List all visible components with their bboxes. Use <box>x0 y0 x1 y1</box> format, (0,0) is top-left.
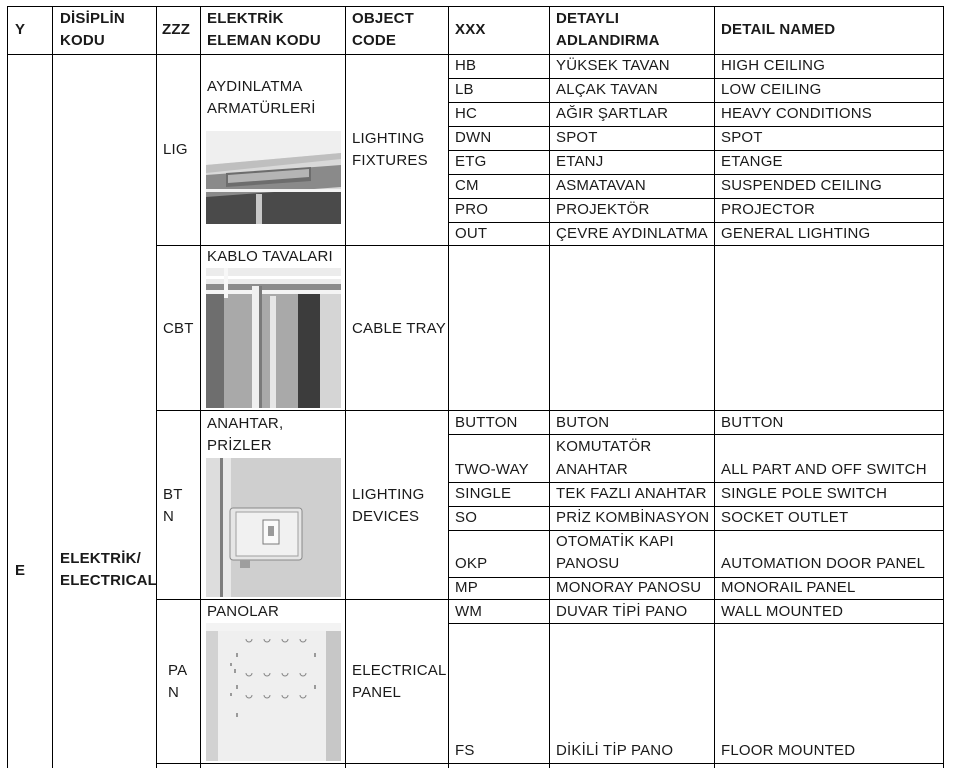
grid-line <box>156 410 944 411</box>
switch-socket-image <box>206 458 341 597</box>
detail-tr: DUVAR TİPİ PANO <box>556 603 688 620</box>
grid-line <box>943 6 944 768</box>
detail-en: PROJECTOR <box>721 201 816 218</box>
grid-line <box>52 6 53 768</box>
lighting-fixture-image <box>206 131 341 224</box>
grid-line <box>200 6 201 768</box>
header-detayli-line1: DETAYLI <box>556 10 620 27</box>
zzz-code: CBT <box>163 320 194 337</box>
xxx-code: SO <box>455 509 478 526</box>
object-code: LIGHTING <box>352 130 425 147</box>
grid-line <box>448 150 944 151</box>
zzz-code: PA <box>168 662 188 679</box>
zzz-code: N <box>168 684 180 701</box>
grid-line <box>7 6 8 768</box>
object-code: LIGHTING <box>352 486 425 503</box>
header-xxx: XXX <box>455 21 486 38</box>
object-code: CABLE TRAY <box>352 320 446 337</box>
element-name: ARMATÜRLERİ <box>207 100 316 117</box>
header-disiplin-line2: KODU <box>60 32 105 49</box>
detail-tr: DİKİLİ TİP PANO <box>556 742 674 759</box>
detail-tr: ÇEVRE AYDINLATMA <box>556 225 708 242</box>
detail-en: ETANGE <box>721 153 783 170</box>
grid-line <box>448 434 944 435</box>
grid-line <box>345 6 346 768</box>
xxx-code: OUT <box>455 225 488 242</box>
element-name: KABLO TAVALARI <box>207 248 333 265</box>
xxx-code: BUTTON <box>455 414 518 431</box>
detail-tr: BUTON <box>556 414 610 431</box>
detail-tr: OTOMATİK KAPI <box>556 533 674 550</box>
electrical-panel-image <box>206 623 341 761</box>
element-name: AYDINLATMA <box>207 78 303 95</box>
detail-tr: YÜKSEK TAVAN <box>556 57 670 74</box>
discipline-name-line2: ELECTRICAL <box>60 572 157 589</box>
header-elektrik-line1: ELEKTRİK <box>207 10 284 27</box>
object-code: ELECTRICAL <box>352 662 447 679</box>
detail-tr: PRİZ KOMBİNASYON <box>556 509 710 526</box>
header-detail-named: DETAIL NAMED <box>721 21 836 38</box>
detail-tr: PROJEKTÖR <box>556 201 650 218</box>
detail-en: BUTTON <box>721 414 784 431</box>
xxx-code: FS <box>455 742 475 759</box>
detail-tr: ANAHTAR <box>556 461 628 478</box>
detail-tr: ETANJ <box>556 153 604 170</box>
detail-en: MONORAIL PANEL <box>721 579 856 596</box>
discipline-name-line1: ELEKTRİK/ <box>60 550 141 567</box>
detail-en: GENERAL LIGHTING <box>721 225 871 242</box>
element-name: ANAHTAR, <box>207 415 284 432</box>
detail-tr: TEK FAZLI ANAHTAR <box>556 485 707 502</box>
xxx-code: PRO <box>455 201 489 218</box>
grid-line <box>448 530 944 531</box>
element-name: PANOLAR <box>207 603 279 620</box>
detail-tr: MONORAY PANOSU <box>556 579 702 596</box>
zzz-code: LIG <box>163 141 188 158</box>
header-zzz: ZZZ <box>162 21 191 38</box>
xxx-code: MP <box>455 579 478 596</box>
detail-en: AUTOMATION DOOR PANEL <box>721 555 926 572</box>
detail-tr: AĞIR ŞARTLAR <box>556 105 669 122</box>
xxx-code: LB <box>455 81 474 98</box>
detail-en: HEAVY CONDITIONS <box>721 105 873 122</box>
grid-line <box>448 623 944 624</box>
xxx-code: TWO-WAY <box>455 461 529 478</box>
xxx-code: WM <box>455 603 483 620</box>
detail-en: WALL MOUNTED <box>721 603 844 620</box>
object-code: PANEL <box>352 684 402 701</box>
zzz-code: BT <box>163 486 183 503</box>
detail-tr: ALÇAK TAVAN <box>556 81 658 98</box>
detail-en: SOCKET OUTLET <box>721 509 849 526</box>
xxx-code: HC <box>455 105 478 122</box>
detail-en: ALL PART AND OFF SWITCH <box>721 461 927 478</box>
cable-tray-image <box>206 268 341 408</box>
xxx-code: ETG <box>455 153 487 170</box>
header-object-line1: OBJECT <box>352 10 415 27</box>
grid-line <box>156 763 944 764</box>
xxx-code: CM <box>455 177 479 194</box>
xxx-code: DWN <box>455 129 492 146</box>
header-y: Y <box>15 21 26 38</box>
xxx-code: HB <box>455 57 477 74</box>
grid-line <box>448 6 449 768</box>
xxx-code: OKP <box>455 555 488 572</box>
detail-tr: PANOSU <box>556 555 620 572</box>
header-disiplin-line1: DİSİPLİN <box>60 10 125 27</box>
zzz-code: N <box>163 508 175 525</box>
grid-line <box>549 6 550 768</box>
detail-en: SUSPENDED CEILING <box>721 177 882 194</box>
grid-line <box>448 126 944 127</box>
discipline-y: E <box>15 562 26 579</box>
detail-en: LOW CEILING <box>721 81 822 98</box>
object-code: DEVICES <box>352 508 420 525</box>
detail-en: HIGH CEILING <box>721 57 826 74</box>
grid-line <box>714 6 715 768</box>
grid-line <box>156 599 944 600</box>
header-detayli-line2: ADLANDIRMA <box>556 32 660 49</box>
detail-en: FLOOR MOUNTED <box>721 742 856 759</box>
header-object-line2: CODE <box>352 32 397 49</box>
grid-line <box>448 198 944 199</box>
detail-tr: SPOT <box>556 129 598 146</box>
detail-tr: KOMUTATÖR <box>556 438 652 455</box>
xxx-code: SINGLE <box>455 485 512 502</box>
grid-line <box>448 78 944 79</box>
detail-tr: ASMATAVAN <box>556 177 646 194</box>
grid-line <box>156 6 157 768</box>
detail-en: SINGLE POLE SWITCH <box>721 485 888 502</box>
element-name: PRİZLER <box>207 437 272 454</box>
header-elektrik-line2: ELEMAN KODU <box>207 32 321 49</box>
object-code: FIXTURES <box>352 152 428 169</box>
detail-en: SPOT <box>721 129 763 146</box>
grid-line <box>7 6 944 7</box>
